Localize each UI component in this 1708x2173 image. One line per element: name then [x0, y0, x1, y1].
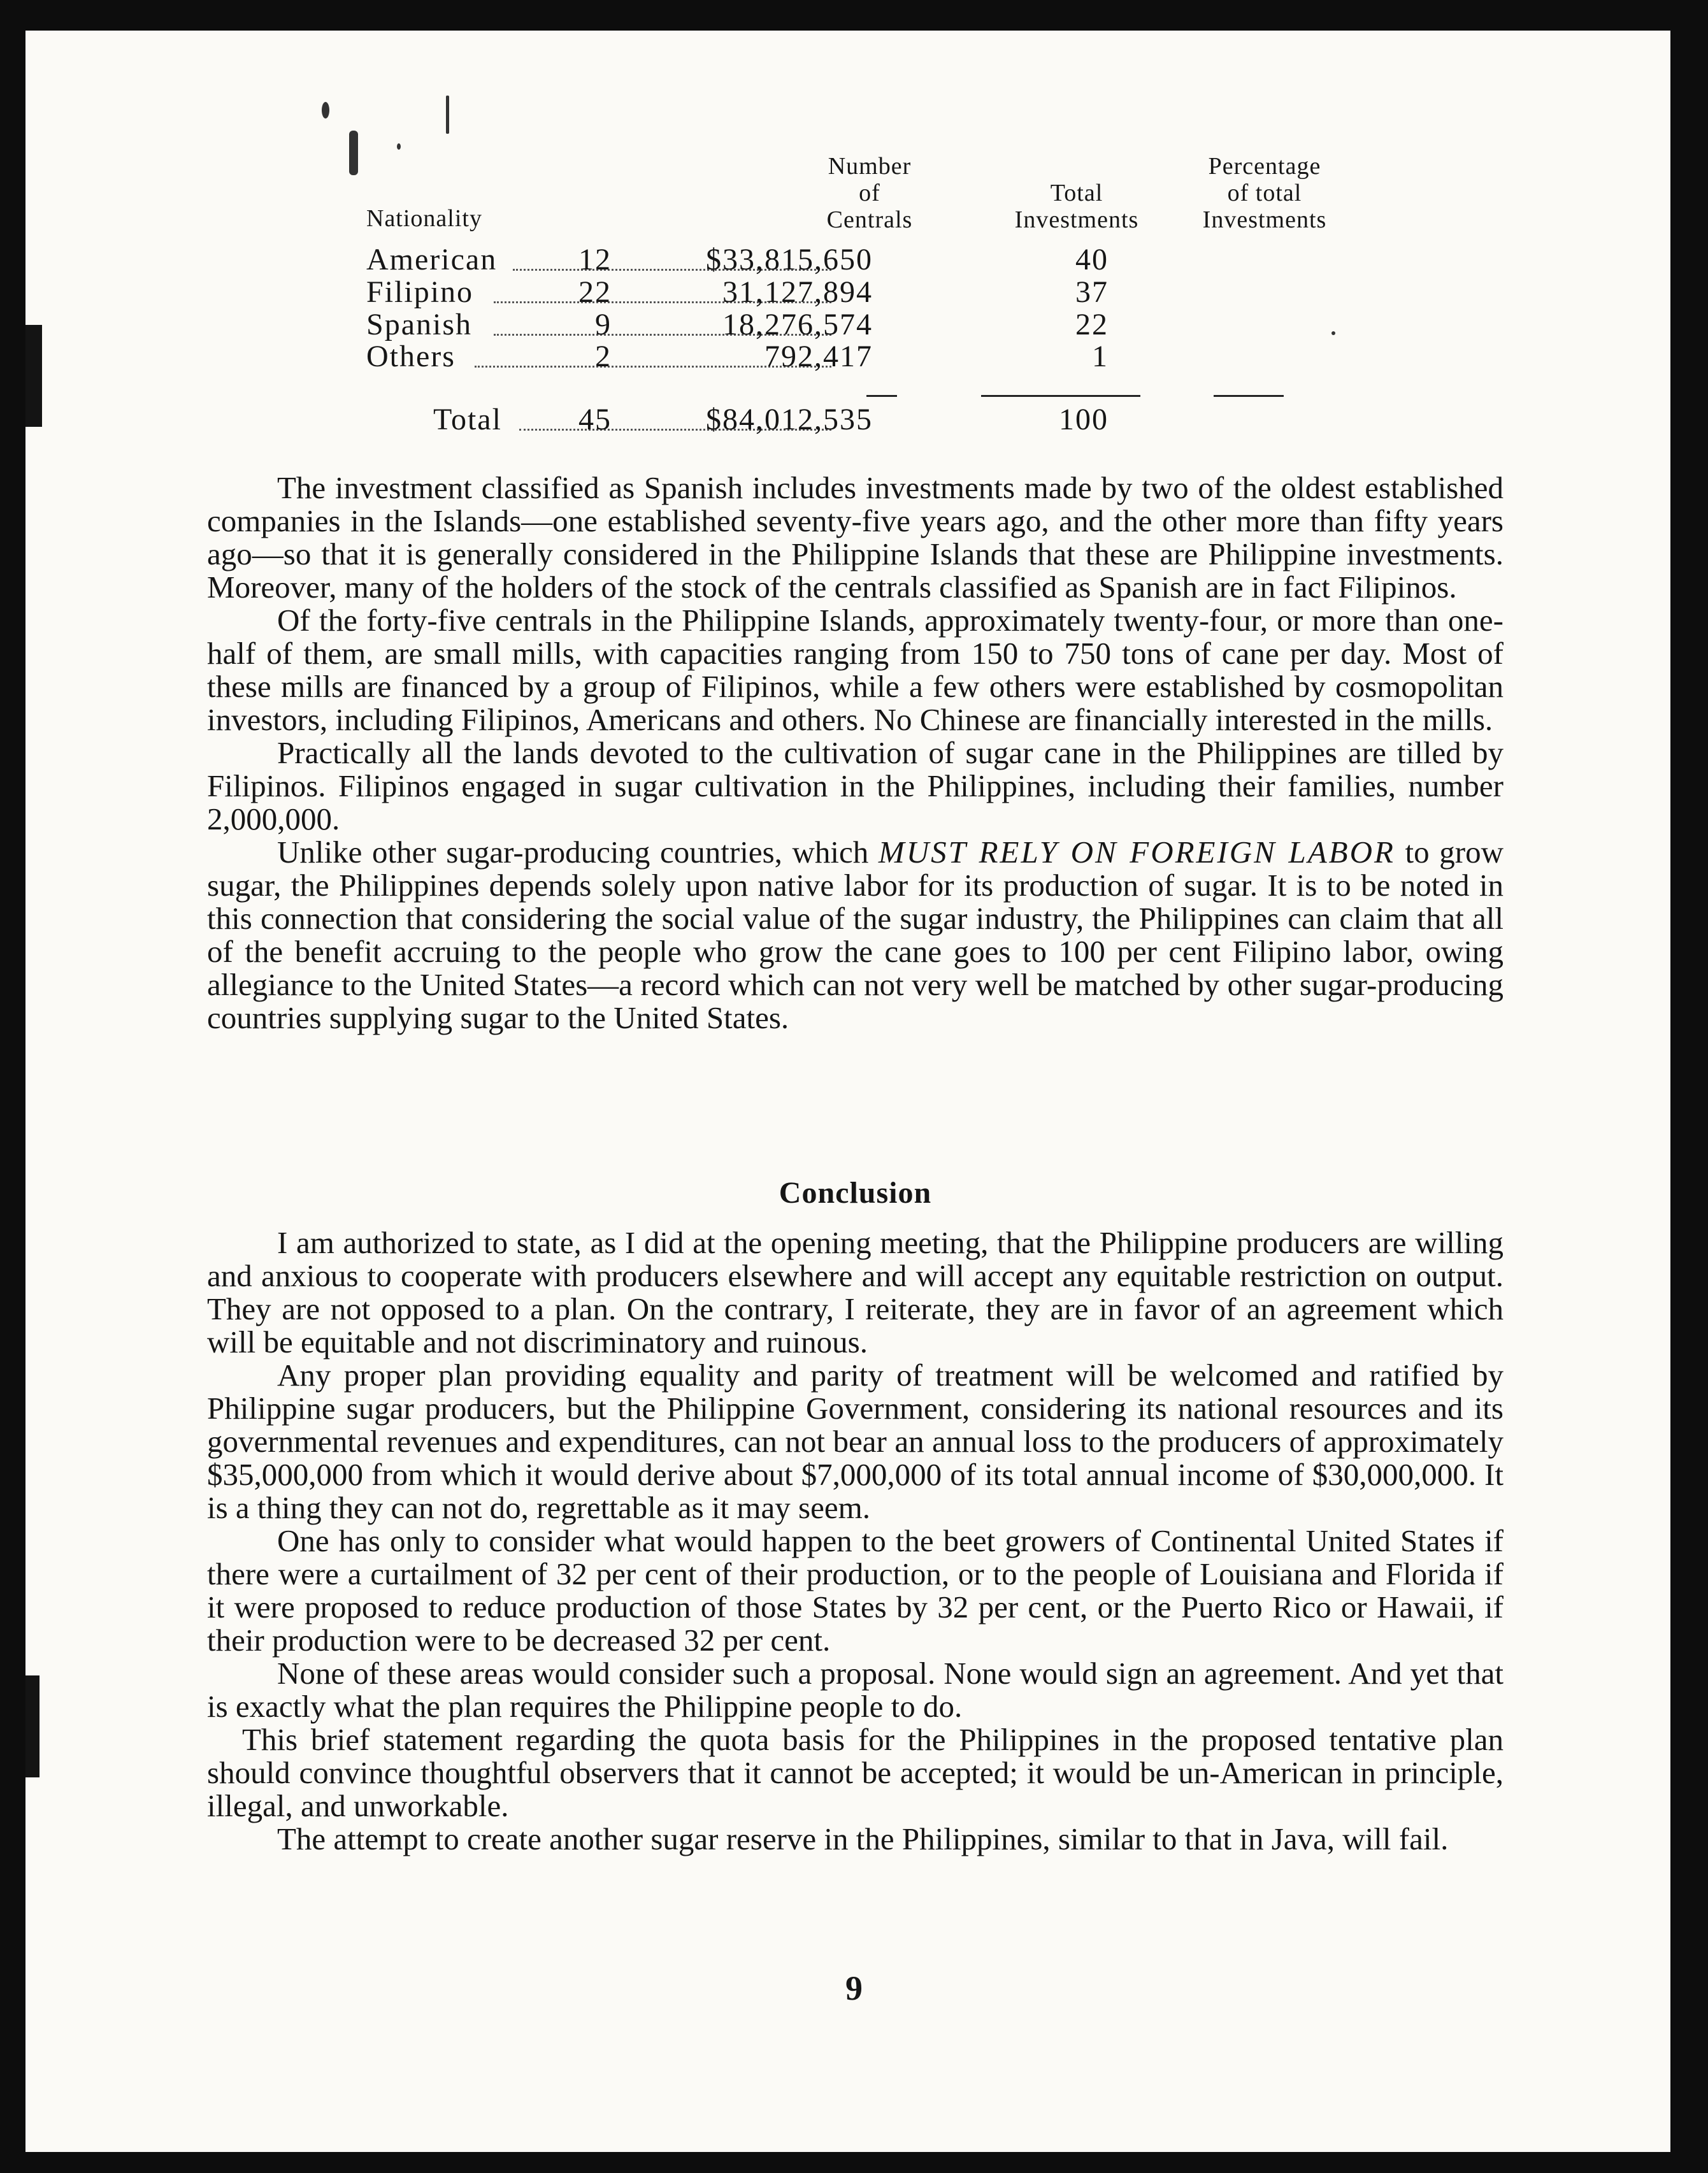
section-heading: Conclusion — [779, 1176, 932, 1210]
table-total-row — [366, 403, 1341, 436]
cell-centrals: 45 — [578, 403, 612, 436]
paragraph: Practically all the lands devoted to the cultivation of sugar cane in the Philippines are tilled by Filipinos. Filipinos engaged in sugar cultivation in the Philippines, including their families, number 2,000,000. — [207, 735, 1503, 836]
header-percentage — [1188, 153, 1341, 233]
header-nationality — [366, 205, 482, 232]
scan-speck — [322, 102, 329, 118]
cell-centrals: 2 — [595, 340, 612, 373]
cell-investment: 31,127,894 — [722, 275, 873, 309]
cell-percent: 40 — [1075, 243, 1109, 276]
cell-percent: 22 — [1075, 308, 1109, 341]
page-number: 9 — [845, 1969, 863, 2007]
paragraph: One has only to consider what would happen to the beet growers of Continental United States if there were a curtailment of 32 per cent of their production, or to the people of Louisiana and Florida if it were proposed to reduce production of those States by 32 per cent, or the Puerto Rico or Hawaii, if their production were to be decreased 32 per cent. — [207, 1523, 1503, 1658]
header-text: of — [859, 180, 880, 206]
conclusion-section — [207, 1226, 1503, 1856]
total-label: Total — [433, 403, 502, 436]
paragraph: None of these areas would consider such a proposal. None would sign an agreement. And yet that is exactly what the plan requires the Philippine people to do. — [207, 1656, 1503, 1724]
scan-speck — [397, 143, 401, 150]
header-text: Investments — [1014, 206, 1139, 233]
cell-investment: 18,276,574 — [722, 308, 873, 341]
cell-investment: $33,815,650 — [706, 243, 873, 276]
table-row — [366, 243, 1341, 276]
paragraph: This brief statement regarding the quota basis for the Philippines in the proposed tentative plan should convince thoughtful observers that it cannot be accepted; it would be un-American in principle, illegal, and unworkable. — [207, 1722, 1503, 1823]
cell-investment: 792,417 — [764, 340, 873, 373]
row-label: Others — [366, 340, 456, 373]
cell-investment: $84,012,535 — [706, 403, 873, 436]
emphasis-text: MUST RELY ON FOREIGN LABOR — [878, 835, 1395, 870]
text-run: to grow sugar, the Philippines depends solely upon native labor for its production of sugar. It is to be noted in this connection that considering the social value of the sugar industry, the Philippines can claim that all of the benefit accruing to the people who grow the cane goes to 100 per cent Filipino labor, owing allegiance to the United States—a record which can not very well be matched by other sugar-producing countries supplying sugar to the United States. — [207, 835, 1503, 1035]
sum-rule — [981, 395, 1140, 397]
paragraph: The investment classified as Spanish includes investments made by two of the oldest established companies in the Islands—one established seventy-five years ago, and the other more than fifty years ago—so that it is generally considered in the Philippine Islands that these are Philippine investments. Moreover, many of the holders of the stock of the centrals classified as Spanish are in fact Filipinos. — [207, 470, 1503, 605]
cell-centrals: 9 — [595, 308, 612, 341]
row-label: Filipino — [366, 275, 474, 309]
paragraph: I am authorized to state, as I did at the opening meeting, that the Philippine producers are willing and anxious to cooperate with producers elsewhere and will accept any equitable restriction on output. They are not opposed to a plan. On the contrary, I reiterate, they are in favor of an agreement which will be equitable and not discriminatory and ruinous. — [207, 1225, 1503, 1359]
cell-centrals: 12 — [578, 243, 612, 276]
header-text: Number — [828, 153, 912, 180]
cell-percent: 37 — [1075, 275, 1109, 309]
scan-speck — [349, 131, 358, 175]
cell-percent: 100 — [1059, 403, 1109, 436]
row-label: American — [366, 243, 498, 276]
header-text: Investments — [1202, 206, 1327, 233]
header-text: Nationality — [366, 205, 482, 232]
table-row — [366, 276, 1341, 309]
cell-percent: 1 — [1092, 340, 1109, 373]
paragraph: Any proper plan providing equality and parity of treatment will be welcomed and ratified by Philippine sugar producers, but the Philippine Government, considering its national resources and its governmental revenues and expenditures, can not bear an annual loss to the producers of approximately $35,000,000 from which it would derive about $7,000,000 of its total annual income of $30,000,000. It is a thing they can not do, regrettable as it may seem. — [207, 1358, 1503, 1525]
scan-speck — [446, 96, 449, 134]
scan-edge-mark — [25, 325, 42, 427]
scan-edge-mark — [25, 1675, 39, 1777]
paragraph: Of the forty-five centrals in the Philippine Islands, approximately twenty-four, or more than one-half of them, are small mills, with capacities ranging from 150 to 750 tons of cane per day. Most of these mills are financed by a group of Filipinos, while a few others were established by cosmopolitan investors, including Filipinos, Americans and others. No Chinese are financially interested in the mills. — [207, 603, 1503, 737]
header-centrals — [800, 153, 940, 233]
table-row — [366, 308, 1341, 341]
paragraph: The attempt to create another sugar reserve in the Philippines, similar to that in Java, will fail. — [277, 1821, 1449, 1856]
table-row — [366, 340, 1341, 373]
header-text: Centrals — [826, 206, 913, 233]
paragraph — [207, 836, 1503, 1035]
row-label: Spanish — [366, 308, 473, 341]
header-investments — [987, 180, 1166, 233]
cell-centrals: 22 — [578, 275, 612, 309]
header-text: Percentage — [1208, 153, 1321, 180]
header-text: of total — [1227, 180, 1302, 206]
sum-rule — [866, 395, 897, 397]
text-run: Unlike other sugar-producing countries, which — [277, 835, 879, 870]
sum-rule — [1214, 395, 1284, 397]
body-section — [207, 471, 1503, 1035]
header-text: Total — [1050, 180, 1103, 206]
